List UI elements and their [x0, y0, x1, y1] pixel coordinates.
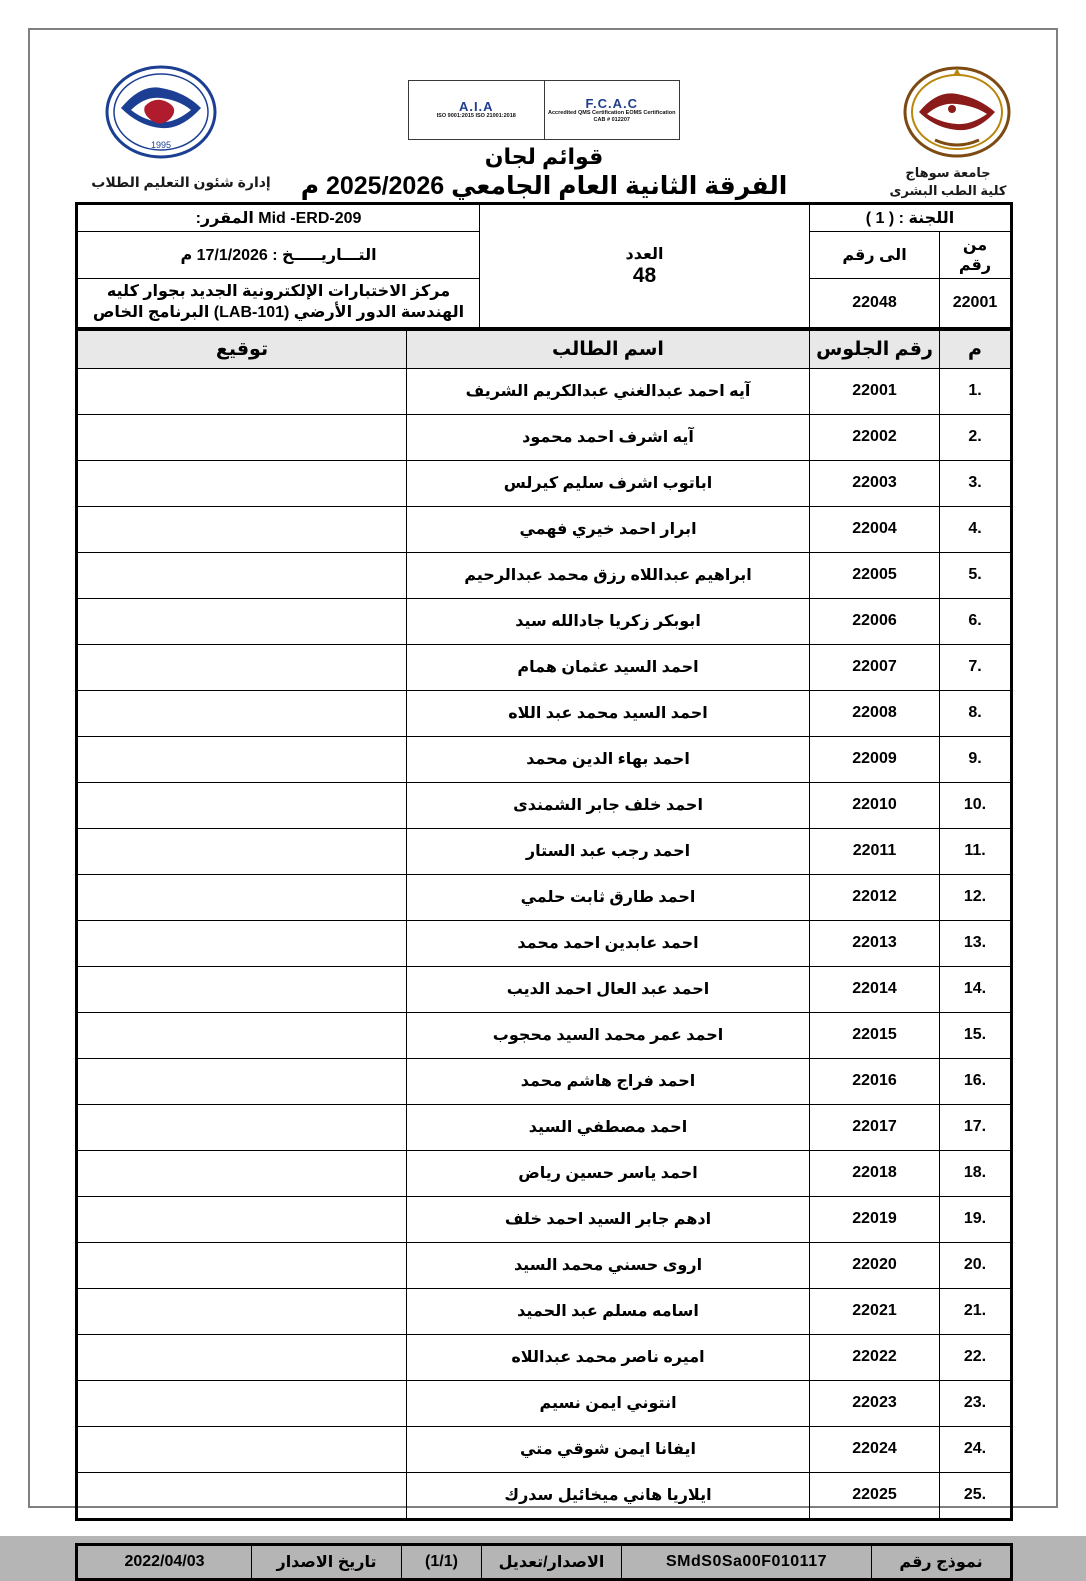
form-code: SMdS0Sa00F010117	[622, 1544, 872, 1579]
cell-seat-number: 22016	[810, 1058, 940, 1104]
cell-signature[interactable]	[77, 1012, 407, 1058]
from-value: 22001	[940, 279, 1012, 329]
document-header	[75, 52, 1013, 202]
cell-signature[interactable]	[77, 828, 407, 874]
table-row	[77, 1012, 1012, 1058]
cell-student-name: احمد عمر محمد السيد محجوب	[407, 1012, 810, 1058]
cell-index: 25.	[940, 1472, 1012, 1519]
cell-index: 19.	[940, 1196, 1012, 1242]
cell-seat-number: 22020	[810, 1242, 940, 1288]
cell-index: 22.	[940, 1334, 1012, 1380]
form-footer-table	[75, 1543, 1013, 1581]
issue-date-label: تاريخ الاصدار	[252, 1544, 402, 1579]
table-row	[77, 1426, 1012, 1472]
cell-index: 4.	[940, 506, 1012, 552]
footer-row	[77, 1544, 1012, 1579]
table-row	[77, 782, 1012, 828]
aia-certification-icon	[409, 81, 544, 139]
cell-signature[interactable]	[77, 1104, 407, 1150]
cell-index: 6.	[940, 598, 1012, 644]
certification-box	[408, 80, 680, 140]
cell-seat-number: 22024	[810, 1426, 940, 1472]
cell-signature[interactable]	[77, 1058, 407, 1104]
from-label: من رقم	[940, 232, 1012, 279]
cell-signature[interactable]	[77, 920, 407, 966]
cell-student-name: احمد عبد العال احمد الديب	[407, 966, 810, 1012]
cell-seat-number: 22025	[810, 1472, 940, 1519]
cell-student-name: ابوبكر زكريا جادالله سيد	[407, 598, 810, 644]
course-label: المقرر:	[195, 210, 254, 227]
cell-seat-number: 22003	[810, 460, 940, 506]
cell-index: 2.	[940, 414, 1012, 460]
cell-signature[interactable]	[77, 966, 407, 1012]
cell-seat-number: 22012	[810, 874, 940, 920]
cell-index: 17.	[940, 1104, 1012, 1150]
cell-seat-number: 22007	[810, 644, 940, 690]
date-cell	[77, 232, 480, 279]
issue-date-value: 2022/04/03	[77, 1544, 252, 1579]
form-number-label: نموذج رقم	[872, 1544, 1012, 1579]
cell-signature[interactable]	[77, 644, 407, 690]
cell-seat-number: 22008	[810, 690, 940, 736]
table-row	[77, 1150, 1012, 1196]
table-row	[77, 552, 1012, 598]
table-row	[77, 1288, 1012, 1334]
header-name: اسم الطالب	[407, 330, 810, 368]
cell-signature[interactable]	[77, 1426, 407, 1472]
count-cell	[480, 204, 810, 329]
cell-student-name: اسامه مسلم عبد الحميد	[407, 1288, 810, 1334]
cell-index: 18.	[940, 1150, 1012, 1196]
fcac-mark: F.C.A.C	[585, 95, 638, 111]
table-row	[77, 828, 1012, 874]
cell-student-name: ادهم جابر السيد احمد خلف	[407, 1196, 810, 1242]
cell-signature[interactable]	[77, 506, 407, 552]
course-cell	[77, 204, 480, 232]
cell-student-name: احمد عابدين احمد محمد	[407, 920, 810, 966]
cell-signature[interactable]	[77, 460, 407, 506]
cell-signature[interactable]	[77, 1288, 407, 1334]
cell-signature[interactable]	[77, 736, 407, 782]
cell-student-name: آيه اشرف احمد محمود	[407, 414, 810, 460]
cell-student-name: اميره ناصر محمد عبداللاه	[407, 1334, 810, 1380]
to-value: 22048	[810, 279, 940, 329]
cell-seat-number: 22006	[810, 598, 940, 644]
cell-student-name: احمد خلف جابر الشمندى	[407, 782, 810, 828]
cell-student-name: احمد بهاء الدين محمد	[407, 736, 810, 782]
cell-student-name: احمد السيد محمد عبد اللاه	[407, 690, 810, 736]
table-row	[77, 736, 1012, 782]
count-label: العدد	[625, 245, 664, 263]
cell-index: 11.	[940, 828, 1012, 874]
to-label: الى رقم	[810, 232, 940, 279]
location-value: مركز الاختبارات الإلكترونية الجديد بجوار كليه الهندسة الدور الأرضي (LAB-101) البرنامج الخاص	[77, 279, 480, 329]
table-row	[77, 1104, 1012, 1150]
page-subtitle: الفرقة الثانية العام الجامعي 2025/2026 م	[300, 172, 788, 201]
aia-sub: ISO 9001:2015 ISO 21001:2018	[436, 113, 516, 120]
committee-label: اللجنة : ( 1 )	[810, 204, 1012, 232]
page-title: قوائم لجان	[484, 144, 604, 169]
cell-student-name: آيه احمد عبدالغني عبدالكريم الشريف	[407, 368, 810, 414]
cell-index: 14.	[940, 966, 1012, 1012]
cell-student-name: ايلاريا هاني ميخائيل سدرك	[407, 1472, 810, 1519]
aia-mark: A.I.A	[458, 99, 494, 115]
cell-seat-number: 22009	[810, 736, 940, 782]
cell-seat-number: 22017	[810, 1104, 940, 1150]
cell-seat-number: 22011	[810, 828, 940, 874]
cell-student-name: ابرار احمد خيري فهمي	[407, 506, 810, 552]
cell-index: 20.	[940, 1242, 1012, 1288]
cell-signature[interactable]	[77, 552, 407, 598]
cell-seat-number: 22002	[810, 414, 940, 460]
cell-seat-number: 22010	[810, 782, 940, 828]
cell-seat-number: 22018	[810, 1150, 940, 1196]
table-row	[77, 506, 1012, 552]
cell-index: 24.	[940, 1426, 1012, 1472]
cell-index: 10.	[940, 782, 1012, 828]
exam-info-table	[75, 202, 1013, 330]
cell-index: 1.	[940, 368, 1012, 414]
date-label: التـــاريـــــخ :	[272, 247, 377, 264]
cell-student-name: اباتوب اشرف سليم كيرلس	[407, 460, 810, 506]
cell-seat-number: 22015	[810, 1012, 940, 1058]
cell-student-name: اروى حسني محمد السيد	[407, 1242, 810, 1288]
cell-student-name: احمد مصطفي السيد	[407, 1104, 810, 1150]
cell-student-name: احمد ياسر حسين رياض	[407, 1150, 810, 1196]
cell-index: 13.	[940, 920, 1012, 966]
fcac-sub: Accredited QMS Certification EOMS Certification CAB # 012207	[548, 109, 676, 123]
table-row	[77, 1380, 1012, 1426]
table-row	[77, 368, 1012, 414]
cell-index: 3.	[940, 460, 1012, 506]
cell-student-name: ايفانا ايمن شوقي متي	[407, 1426, 810, 1472]
table-row	[77, 690, 1012, 736]
university-name: جامعة سوهاج	[905, 165, 991, 180]
cell-signature[interactable]	[77, 1472, 407, 1519]
header-signature: توقيع	[77, 330, 407, 368]
table-row	[77, 644, 1012, 690]
cell-signature[interactable]	[77, 690, 407, 736]
students-table	[75, 330, 1013, 1521]
cell-index: 16.	[940, 1058, 1012, 1104]
cell-seat-number: 22013	[810, 920, 940, 966]
header-index: م	[940, 330, 1012, 368]
header-seat: رقم الجلوس	[810, 330, 940, 368]
cell-index: 7.	[940, 644, 1012, 690]
cell-signature[interactable]	[77, 874, 407, 920]
table-row	[77, 920, 1012, 966]
cell-index: 8.	[940, 690, 1012, 736]
course-value: Mid -ERD-209	[258, 210, 362, 227]
cell-signature[interactable]	[77, 368, 407, 414]
cell-signature[interactable]	[77, 1150, 407, 1196]
cell-index: 9.	[940, 736, 1012, 782]
cell-signature[interactable]	[77, 1380, 407, 1426]
cell-signature[interactable]	[77, 1334, 407, 1380]
cell-index: 12.	[940, 874, 1012, 920]
date-value: 17/1/2026 م	[180, 247, 268, 264]
cell-seat-number: 22005	[810, 552, 940, 598]
cell-seat-number: 22004	[810, 506, 940, 552]
cell-index: 15.	[940, 1012, 1012, 1058]
cell-student-name: احمد طارق ثابت حلمي	[407, 874, 810, 920]
cell-student-name: احمد رجب عبد الستار	[407, 828, 810, 874]
cell-seat-number: 22022	[810, 1334, 940, 1380]
meta-row-course	[77, 204, 1012, 232]
table-row	[77, 1242, 1012, 1288]
cell-student-name: انتوني ايمن نسيم	[407, 1380, 810, 1426]
revision-value: (1/1)	[402, 1544, 482, 1579]
cell-seat-number: 22023	[810, 1380, 940, 1426]
document-content	[75, 52, 1013, 1581]
title-block	[75, 144, 1013, 204]
table-row	[77, 598, 1012, 644]
table-row	[77, 1472, 1012, 1519]
revision-label: الاصدار/تعديل	[482, 1544, 622, 1579]
admin-caption: إدارة شئون التعليم الطلاب	[91, 174, 271, 190]
table-row	[77, 1334, 1012, 1380]
table-row	[77, 414, 1012, 460]
table-row	[77, 874, 1012, 920]
table-row	[77, 966, 1012, 1012]
table-header-row	[77, 330, 1012, 368]
cell-seat-number: 22014	[810, 966, 940, 1012]
cell-signature[interactable]	[77, 1196, 407, 1242]
cell-seat-number: 22019	[810, 1196, 940, 1242]
cell-signature[interactable]	[77, 414, 407, 460]
cell-seat-number: 22021	[810, 1288, 940, 1334]
cell-student-name: احمد فراج هاشم محمد	[407, 1058, 810, 1104]
cell-signature[interactable]	[77, 1242, 407, 1288]
faculty-name: كلية الطب البشرى	[889, 182, 1007, 198]
table-row	[77, 1196, 1012, 1242]
svg-text:1995: 1995	[150, 140, 172, 150]
cell-signature[interactable]	[77, 598, 407, 644]
table-row	[77, 460, 1012, 506]
cell-index: 21.	[940, 1288, 1012, 1334]
fcac-certification-icon	[544, 81, 680, 139]
cell-signature[interactable]	[77, 782, 407, 828]
cell-index: 23.	[940, 1380, 1012, 1426]
cell-student-name: ابراهيم عبداللاه رزق محمد عبدالرحيم	[407, 552, 810, 598]
table-row	[77, 1058, 1012, 1104]
count-value: 48	[632, 263, 657, 287]
cell-seat-number: 22001	[810, 368, 940, 414]
cell-index: 5.	[940, 552, 1012, 598]
cell-student-name: احمد السيد عثمان همام	[407, 644, 810, 690]
